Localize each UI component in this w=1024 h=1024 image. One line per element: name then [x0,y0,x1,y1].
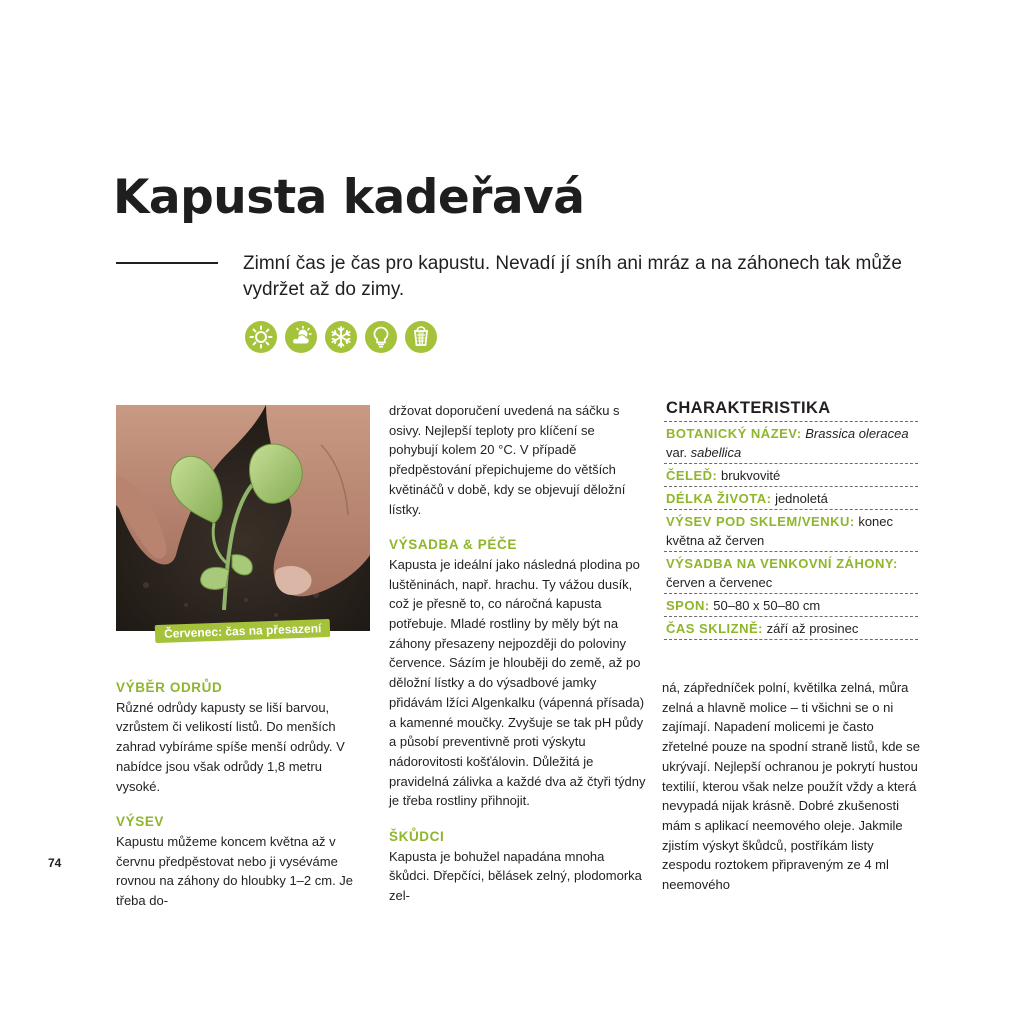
sun-icon [245,321,277,353]
intro-text: Zimní čas je čas pro kapustu. Nevadí jí sníh ani mráz a na záhonech tak může vydržet až do zimy. [243,253,902,300]
section-text-planting-care: Kapusta je ideální jako následná plodina po luštěninách, např. hrachu. Ty vážou dusík, což je přesně to, co náročná kapusta potřebuje. Mladé rostliny by měly být na záhony přesazeny nejpozději do poloviny července. Sázím je hlouběji do země, až po děložní lístky a do výsadbové jamky přidávám lžíci Algenkalku (vápenná přísada) a kamenné moučky. Zvyšuje se tak pH půdy a působí preventivně proti výskytu nádorovitosti košťálovin. Důležitá je pravidelná zálivka a každé dva až čtyři týdny je třeba rostliny přihnojit. [389,556,646,809]
page-title: Kapusta kadeřavá [113,170,585,225]
characteristic-value: konec května až červen [666,514,894,548]
characteristic-lifespan [664,486,918,509]
partly-cloudy-icon [285,321,317,353]
snowflake-icon [325,321,357,353]
characteristic-value: červen a červenec [666,575,773,590]
characteristic-label: BOTANICKÝ NÁZEV: [666,426,802,441]
characteristic-label: DÉLKA ŽIVOTA: [666,491,772,506]
characteristic-sowing-time [664,509,918,551]
characteristic-spacing [664,593,918,616]
characteristics-box [664,399,918,640]
characteristic-label: VÝSEV POD SKLEM/VENKU: [666,514,855,529]
characteristic-value: září až prosinec [766,621,859,636]
section-text-varieties: Různé odrůdy kapusty se liší barvou, vzrůstem či velikostí listů. Do menších zahrad vybíráme spíše menší odrůdy. V nabídce jsou však odrůdy 1,8 metru vysoké. [116,699,345,794]
section-text-sowing: Kapustu můžeme koncem května až v červnu předpěstovat nebo ji vyséváme rovnou na záhony do hloubky 1–2 cm. Je třeba do- [116,833,354,909]
kale-seedling-photo [116,405,370,631]
column-3 [662,678,920,895]
column-2 [389,401,647,906]
section-heading-varieties: VÝBĚR ODRŮD [116,680,223,695]
light-bulb-icon [365,321,397,353]
characteristic-family [664,463,918,486]
characteristic-value: sabellica [690,445,742,460]
section-heading-planting-care: VÝSADBA & PÉČE [389,537,517,553]
page-number: 74 [48,856,62,870]
growing-icons [245,321,437,353]
characteristic-value: jednoletá [775,491,828,506]
watering-can-icon [405,321,437,353]
section-text-pests: Kapusta je bohužel napadána mnoha škůdci. Dřepčíci, bělásek zelný, plodomorka zel- [389,848,642,904]
characteristic-label: SPON: [666,598,710,613]
characteristic-botanical-name [664,421,918,463]
section-heading-sowing: VÝSEV [116,814,165,830]
characteristic-harvest-time [664,616,918,640]
characteristic-value: 50–80 x 50–80 cm [713,598,821,613]
characteristic-label: ČAS SKLIZNĚ: [666,621,763,636]
characteristic-label: ČELEĎ: [666,468,718,483]
characteristic-value: brukvovité [721,468,781,483]
characteristic-value: Brassica oleracea [805,426,909,441]
section-text-pests-continued: ná, zápředníček polní, květilka zelná, můra zelná a hlavně molice – ti všichni se o ni zajímají. Napadení molicemi je často zřetelné pouze na spodní straně listů, kde se ukrývají. Nejlepší ochranou je pokrytí hustou textilií, kterou však nelze použít vždy a která nevypadá nijak krásně. Dobré zkušenosti mám s aplikací neemového oleje. Jakmile zjistím výskyt škůdců, postříkám listy zespodu roztokem připraveným ze 4 ml neemového [662,680,920,893]
title-rule [116,262,218,264]
column-1 [116,678,368,911]
section-text-sowing-continued: držovat doporučení uvedená na sáčku s osivy. Nejlepší teploty pro klíčení se pohybují kolem 20 °C. V případě předpěstování přepichujeme do větších květináčů v době, kdy se objevují děložní lístky. [389,403,626,517]
characteristic-label: VÝSADBA NA VENKOVNÍ ZÁHONY: [666,556,898,571]
characteristics-heading: CHARAKTERISTIKA [666,399,831,417]
characteristic-planting-time [664,551,918,593]
characteristic-value: var. [666,445,687,460]
photo-caption: Červenec: čas na přesazení [155,619,331,643]
section-heading-pests: ŠKŮDCI [389,829,445,845]
